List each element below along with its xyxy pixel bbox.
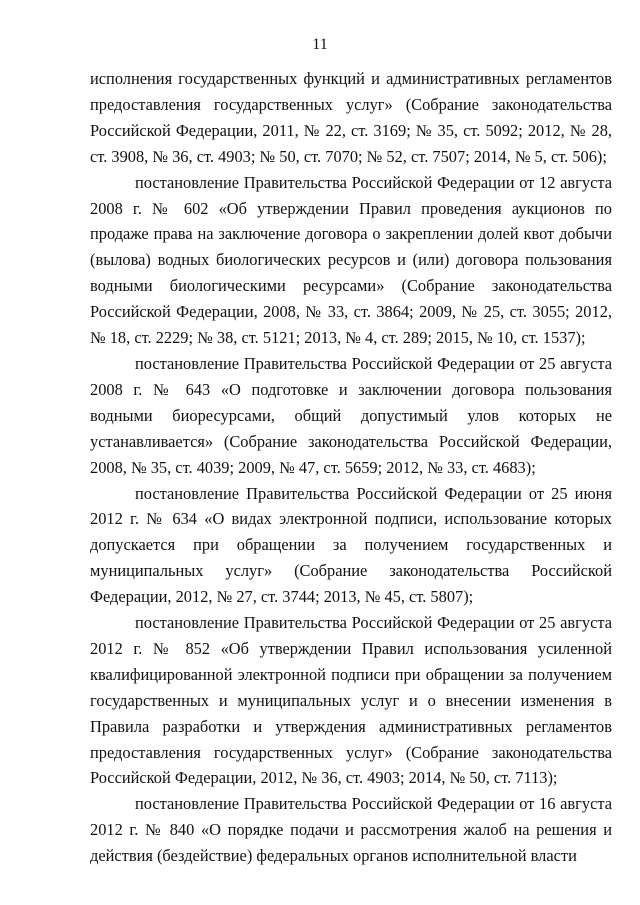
paragraph-decree-643: постановление Правительства Российской Федерации от 25 августа 2008 г. № 643 «О подготовке и заключении договора пользования водными биоресурсами, общий допустимый улов которых не устанавливается» (Собрание законодательства Российской Федерации, 2008, № 35, ст. 4039; 2009, № 47, ст. 5659; 2012, № 33, ст. 4683);	[90, 353, 612, 477]
paragraph-decree-634: постановление Правительства Российской Федерации от 25 июня 2012 г. № 634 «О видах электронной подписи, использование которых допускается при обращении за получением государственных и муниципальных услуг» (Собрание законодательства Российской Федерации, 2012, № 27, ст. 3744; 2013, № 45, ст. 5807);	[90, 483, 612, 607]
page-number: 11	[312, 36, 328, 53]
paragraph-decree-852: постановление Правительства Российской Федерации от 25 августа 2012 г. № 852 «Об утверждении Правил использования усиленной квалифицированной электронной подписи при обращении за получением государственных и муниципальных услуг и о внесении изменения в Правила разработки и утверждения административных регламентов предоставления государственных услуг» (Собрание законодательства Российской Федерации, 2012, № 36, ст. 4903; 2014, № 50, ст. 7113);	[90, 613, 612, 788]
paragraph-decree-602: постановление Правительства Российской Федерации от 12 августа 2008 г. № 602 «Об утверждении Правил проведения аукционов по продаже права на заключение договора о закреплении долей квот добычи (вылова) водных биологических ресурсов и (или) договора пользования водными биологическими ресурсами» (Собрание законодательства Российской Федерации, 2008, № 33, ст. 3864; 2009, № 25, ст. 3055; 2012, № 18, ст. 2229; № 38, ст. 5121; 2013, № 4, ст. 289; 2015, № 10, ст. 1537);	[90, 172, 612, 348]
paragraph-decree-840: постановление Правительства Российской Федерации от 16 августа 2012 г. № 840 «О порядке подачи и рассмотрения жалоб на решения и действия (бездействие) федеральных органов исполнительной власти	[90, 794, 612, 866]
paragraph-continuation: исполнения государственных функций и административных регламентов предоставления государственных услуг» (Собрание законодательства Российской Федерации, 2011, № 22, ст. 3169; № 35, ст. 5092; 2012, № 28, ст. 3908, № 36, ст. 4903; № 50, ст. 7070; № 52, ст. 7507; 2014, № 5, ст. 506);	[90, 69, 612, 166]
document-body	[90, 66, 612, 869]
